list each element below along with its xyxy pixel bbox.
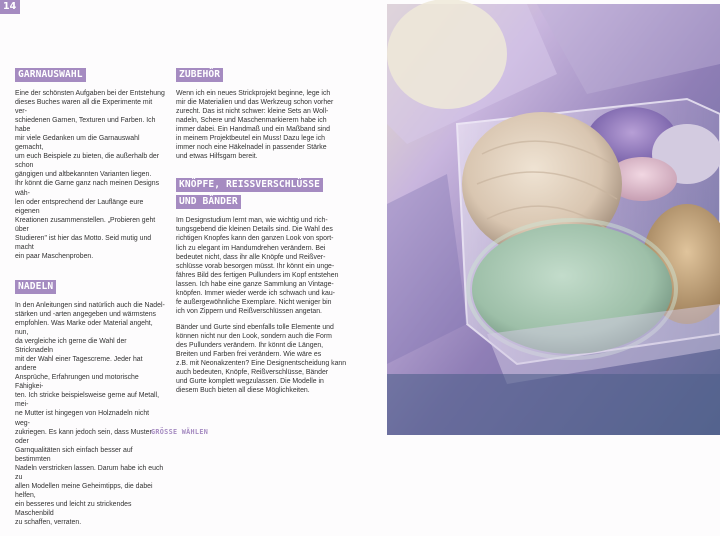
section-garnauswahl — [15, 68, 165, 261]
heading-knoepfe-line2: UND BÄNDER — [176, 195, 241, 209]
section-nadeln — [15, 280, 165, 527]
heading-garnauswahl: GARNAUSWAHL — [15, 68, 86, 82]
page-number: 14 — [0, 0, 20, 14]
heading-nadeln: NADELN — [15, 280, 56, 294]
yarn-photo — [387, 4, 720, 435]
section-zubehoer — [176, 68, 369, 161]
section-knoepfe — [176, 178, 369, 395]
paragraph-nadeln: In den Anleitungen sind natürlich auch die Nadel- stärken und -arten angegeben und wärmstens empfohlen. Was Marke oder Material angeht, nun, da vergleiche ich gerne die Wahl der Stricknadeln mit der Wahl einer Tagescreme. Jeder hat andere Ansprüche, Erfahrungen und motorische Fähigkei- ten. Ich stricke beispielsweise gerne auf Metall, mei- ne Mutter ist hingegen von Holznadeln nicht weg- zukriegen. Es kann jedoch sein, dass Muster oder Garnqualitäten sich einfach besser auf bestimmten Nadeln verstricken lassen. Darum habe ich euch zu allen Modellen meine Geheimtipps, die dabei helfen, ein besseres und leicht zu strickendes Maschenbild zu schaffen, verraten. — [15, 301, 165, 527]
yarn-illustration — [387, 4, 720, 435]
heading-zubehoer: ZUBEHÖR — [176, 68, 223, 82]
left-column — [15, 68, 165, 536]
middle-column — [176, 68, 369, 404]
heading-knoepfe-line1: KNÖPFE, REISSVERSCHLÜSSE — [176, 178, 323, 192]
paragraph-knoepfe-1: Im Designstudium lernt man, wie wichtig und rich- tungsgebend die kleinen Details sind. Die Wahl des richtigen Knopfes kann den ganzen Look von sport- lich zu elegant im Handumdrehen verändern. Bei bedeutet nicht, dass ihr alle Knöpfe und Reißver- schlüsse vorab besorgen müsst. Ihr könnt ein unge- fähres Bild des fertigen Pullunders im Kopf entstehen lassen. Ich habe eine ganze Sammlung an Vintage- knöpfen. Immer wieder werde ich schwach und kau- fe außergewöhnliche Exemplare. Nicht weniger bin ich von Zippern und Reißverschlüssen angetan. — [176, 217, 339, 315]
running-footer: GRÖSSE WÄHLEN — [151, 428, 209, 436]
paragraph-garnauswahl: Eine der schönsten Aufgaben bei der Entstehung dieses Buches waren all die Experimente mit ver- schiedenen Garnen, Texturen und Farben. Ich habe mir viele Gedanken um die Garnauswahl gemacht, um euch Beispiele zu bieten, die außerhalb der schon gängigen und altbekannten Varianten liegen. Ihr könnt die Garne ganz nach meinen Designs wäh- len oder entsprechend der Lauflänge eure eigenen Kreationen zusammenstellen. „Probieren geht über Studieren" ist hier das Motto. Seid mutig und macht ein paar Maschenproben. — [15, 90, 165, 260]
paragraph-zubehoer: Wenn ich ein neues Strickprojekt beginne, lege ich mir die Materialien und das Werkzeug schon vorher zurecht. Das ist nicht schwer: kleine Sets an Woll- nadeln, Schere und Maschenmarkierern habe ich immer dabei. Ein Handmaß und ein Maßband sind in meinem Projektbeutel ein Muss! Dazu lege ich immer noch eine Häkelnadel in passender Stärke und etwas Hilfsgarn bereit. — [176, 90, 334, 161]
paragraph-knoepfe-2: Bänder und Gurte sind ebenfalls tolle Elemente und können nicht nur den Look, sondern auch die Form des Pullunders verändern. Ihr könnt die Längen, Breiten und Farben frei verändern. Wie wäre es z.B. mit Neonakzenten? Eine Designentscheidung kann auch bedeuten, Knöpfe, Reißverschlüsse, Bänder und Gurte komplett wegzulassen. Die Modelle in diesem Buch bieten all diese Möglichkeiten. — [176, 323, 347, 395]
